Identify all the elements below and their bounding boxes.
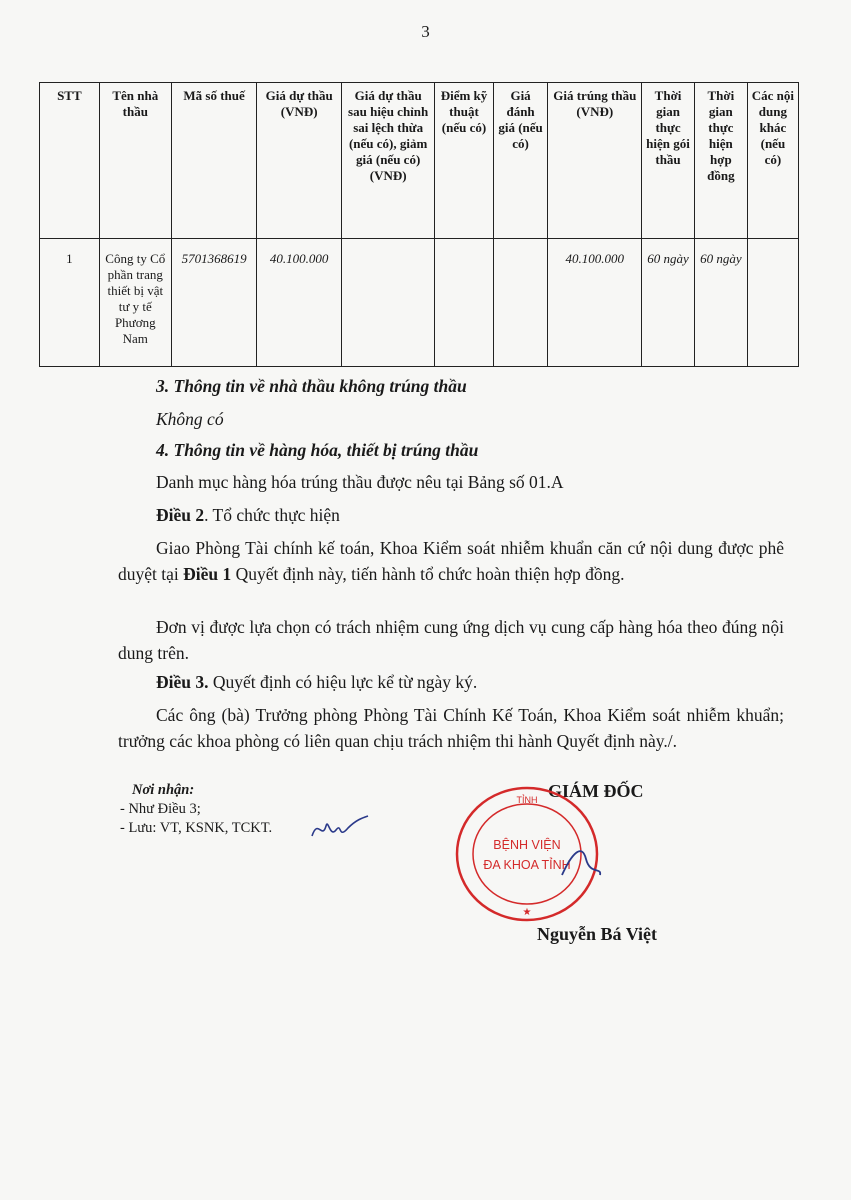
article3-paragraph: Các ông (bà) Trưởng phòng Phòng Tài Chính Kế Toán, Khoa Kiểm soát nhiễm khuẩn; trưởng các khoa phòng có liên quan chịu trách nhiệm thi hành Quyết định này./. (118, 705, 784, 751)
header-adjusted-price: Giá dự thầu sau hiệu chỉnh sai lệch thừa (nếu có), giảm giá (nếu có) (VNĐ) (342, 83, 435, 239)
article2-line (156, 502, 822, 528)
section4-heading: 4. Thông tin về hàng hóa, thiết bị trúng thầu (156, 440, 479, 460)
section4-text: Danh mục hàng hóa trúng thầu được nêu tại Bảng số 01.A (156, 472, 564, 492)
hospital-seal (452, 783, 602, 925)
recipient-item: - Như Điều 3; (120, 801, 201, 817)
svg-text:BỆNH VIỆN: BỆNH VIỆN (493, 838, 561, 852)
cell-package-time: 60 ngày (642, 239, 695, 367)
cell-eval-price (493, 239, 548, 367)
header-package-time: Thời gian thực hiện gói thầu (642, 83, 695, 239)
article3-label: Điều 3. (156, 672, 209, 692)
header-winning-price: Giá trúng thầu (VNĐ) (548, 83, 642, 239)
para1-text-b: Quyết định này, tiến hành tổ chức hoàn thiện hợp đồng. (231, 564, 625, 584)
cell-stt: 1 (40, 239, 100, 367)
svg-text:★: ★ (522, 907, 532, 918)
header-contract-time: Thời gian thực hiện hợp đồng (694, 83, 747, 239)
initials-signature (308, 810, 370, 846)
table-row (40, 239, 799, 367)
recipients-title: Nơi nhận: (132, 782, 195, 798)
cell-winning-price: 40.100.000 (548, 239, 642, 367)
section3-text: Không có (156, 409, 224, 429)
header-other: Các nội dung khác (nếu có) (747, 83, 798, 239)
cell-adjusted-price (342, 239, 435, 367)
article3-text: Quyết định có hiệu lực kể từ ngày ký. (208, 672, 478, 692)
bid-result-table (39, 82, 799, 367)
svg-text:TỈNH: TỈNH (516, 795, 538, 805)
recipients-block (120, 781, 272, 838)
header-eval-price: Giá đánh giá (nếu có) (493, 83, 548, 239)
cell-contractor: Công ty Cổ phần trang thiết bị vật tư y tế Phương Nam (99, 239, 171, 367)
section3-heading: 3. Thông tin về nhà thầu không trúng thầu (156, 376, 467, 396)
recipient-item: - Lưu: VT, KSNK, TCKT. (120, 820, 273, 836)
page-number: 3 (421, 22, 430, 41)
header-tech-score: Điểm kỹ thuật (nếu có) (435, 83, 493, 239)
cell-tech-score (435, 239, 493, 367)
article2-label: Điều 2 (156, 505, 205, 525)
article2-paragraph1 (118, 535, 784, 587)
cell-other (747, 239, 798, 367)
header-stt: STT (40, 83, 100, 239)
header-tax-code: Mã số thuế (171, 83, 256, 239)
cell-bid-price: 40.100.000 (257, 239, 342, 367)
table-header-row (40, 83, 799, 239)
article2-paragraph2: Đơn vị được lựa chọn có trách nhiệm cung ứng dịch vụ cung cấp hàng hóa theo đúng nội dung trên. (118, 617, 784, 663)
cell-contract-time: 60 ngày (694, 239, 747, 367)
article3-line (156, 669, 822, 695)
signature-title: GIÁM ĐỐC (548, 781, 644, 801)
article2-title: . Tổ chức thực hiện (204, 505, 340, 525)
cell-tax-code: 5701368619 (171, 239, 256, 367)
svg-text:ĐA KHOA TỈNH: ĐA KHOA TỈNH (483, 858, 571, 872)
para1-text-a: Giao Phòng Tài chính kế toán, Khoa Kiểm soát nhiễm khuẩn căn cứ nội dung được phê duyệt tại (118, 538, 784, 584)
header-bid-price: Giá dự thầu (VNĐ) (257, 83, 342, 239)
para1-bold: Điều 1 (183, 564, 232, 584)
header-contractor: Tên nhà thầu (99, 83, 171, 239)
signer-name: Nguyễn Bá Việt (537, 924, 658, 944)
